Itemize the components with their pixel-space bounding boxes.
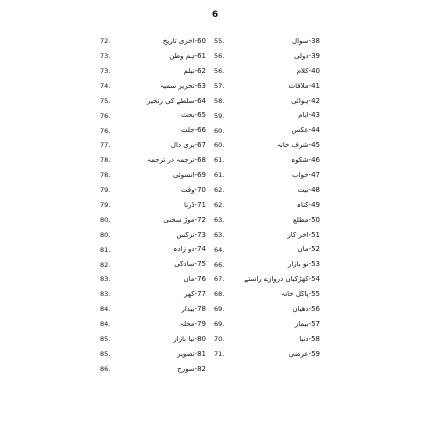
toc-entry [100,64,206,79]
toc-entry [100,228,206,243]
toc-page-number: 76. [100,126,111,135]
toc-title: 71-ڈرنا [183,201,206,209]
toc-title: 64-سلطے کی زنجیر [147,97,206,105]
toc-page-number: 73. [100,66,111,75]
toc-entry [214,108,320,123]
toc-title: 41-ملاقات [288,82,320,90]
toc-page-number: 61. [214,171,225,180]
toc-entry [214,287,320,302]
toc-page-number: 68. [214,290,225,299]
toc-page-number: 82. [100,260,111,269]
toc-title: 72-موڑ سخنی [163,216,206,224]
toc-title: 57-بیمار [294,320,320,328]
toc-title: 46-شکوہ [291,157,320,165]
toc-title: 44-عکس [291,127,320,135]
toc-entry [100,153,206,168]
toc-page-number: 86. [100,364,111,373]
toc-entry [214,257,320,272]
toc-title: 68-ترجمہ در ترجمہ [147,157,206,165]
toc-title: 56-دھیان [292,305,320,313]
toc-entry [214,123,320,138]
toc-page-number: 62. [214,186,225,195]
toc-title: 55-پاگل خانہ [281,291,320,299]
toc-page-number: 60. [214,126,225,135]
toc-entry [214,332,320,347]
toc-title: 60-آخری تاریخ [162,37,206,45]
toc-title: 43-ایام [298,112,320,120]
toc-page-number: 70. [214,335,225,343]
toc-page-number: 74. [100,81,111,90]
toc-entry [214,198,320,213]
toc-title: 65-بحث [181,112,206,120]
toc-page-number: 78. [100,171,111,180]
toc-title: 70-وقت [180,186,206,194]
toc-page-number: 60. [214,141,225,150]
toc-title: 66-جلت [181,127,206,135]
toc-title: 61-ہم وطن [169,52,206,60]
toc-entry [100,123,206,138]
toc-entry [100,272,206,287]
toc-title: 49-گناہ [296,201,320,209]
toc-title: 62-نیلم [183,67,206,75]
toc-entry [100,257,206,272]
toc-entry [100,332,206,347]
toc-page-number: 56. [214,52,225,61]
toc-entry [100,168,206,183]
toc-page-number: 61. [214,156,225,165]
toc-page-number: 71. [214,349,225,358]
toc-entry [214,49,320,64]
toc-page-number: 69. [214,305,225,314]
toc-page-number: 64. [214,245,225,254]
toc-page-number: 83. [100,275,111,284]
toc-page-number: 62. [214,200,225,209]
toc-page-number: 81. [100,245,111,254]
toc-page-number: 84. [100,320,111,329]
toc-entry [100,183,206,198]
toc-title: 79-محلہ [179,320,206,328]
toc-title: 54-کھڑکیاں دروازے راستے [244,276,320,284]
toc-entry [214,347,320,362]
toc-title: 76-ماں [183,276,206,284]
toc-entry [100,302,206,317]
toc-entry [100,317,206,332]
toc-page-number: 63. [214,215,225,224]
toc-entry [100,362,206,377]
toc-entry [214,317,320,332]
toc-page-number: 85. [100,335,111,343]
toc-page-number: 76. [100,111,111,120]
toc-entry [214,272,320,287]
toc-title: 80-نیا بازار [173,335,206,343]
toc-entry [100,79,206,94]
toc-entry [214,153,320,168]
toc-title: 58-دنیا [299,335,320,343]
toc-entry [100,138,206,153]
toc-page-number: 75. [100,96,111,105]
toc-entry [100,213,206,228]
toc-page-number: 66. [214,260,225,269]
toc-entry [100,49,206,64]
toc-entry [214,79,320,94]
toc-title: 45-شرف خانہ [276,142,320,150]
toc-page-number: 80. [100,230,111,239]
toc-page-number: 83. [100,290,111,299]
toc-page-number: 77. [100,141,111,150]
toc-page-number: 78. [100,156,111,165]
toc-entry [100,347,206,362]
toc-page-number: 79. [100,200,111,209]
toc-title: 74-دو زادہ [173,246,206,254]
toc-column-right [214,34,320,362]
toc-page-number: 85. [100,349,111,358]
toc-title: 59-عرضی [288,350,320,358]
toc-title: 48-نیت [297,186,320,194]
page-number: 6 [211,10,219,20]
toc-page-number: 67. [214,275,225,284]
toc-entry [100,198,206,213]
toc-entry [214,183,320,198]
toc-column-left [100,34,206,376]
toc-title: 42-ہوائی [291,97,320,105]
toc-entry [214,94,320,109]
toc-page-number: 58. [214,96,225,105]
toc-page-number: 80. [100,215,111,224]
toc-title: 81-تصویر [177,350,206,358]
toc-title: 67-بری دال [170,142,206,150]
toc-entry [214,34,320,49]
toc-title: 39-دولی [294,52,320,60]
toc-entry [100,34,206,49]
toc-page-number: 73. [100,52,111,61]
toc-title: 40-کلام [296,67,320,75]
toc-title: 73-نرگس [176,231,206,239]
toc-page-number: 84. [100,305,111,314]
toc-title: 69-انسوئی [173,171,206,179]
toc-title: 78-بیدار [181,305,206,313]
toc-title: 77-گھر [184,291,206,299]
toc-page-number: 69. [214,320,225,329]
toc-title: 50-مطلع [293,216,320,224]
toc-entry [100,94,206,109]
toc-entry [214,213,320,228]
toc-entry [214,138,320,153]
toc-page-number: 55. [214,37,225,46]
toc-title: 53-نو بازار [287,261,320,269]
toc-entry [214,242,320,257]
toc-title: 51-آخر کار [287,231,320,239]
toc-entry [100,108,206,123]
toc-page-number: 63. [214,230,225,239]
toc-entry [214,228,320,243]
toc-page-number: 59. [214,111,225,120]
toc-title: 82-سورج [177,365,206,373]
toc-entry [100,242,206,257]
toc-title: 52-ماں [297,246,320,254]
toc-page-number: 57. [214,81,225,90]
toc-page-number: 72. [100,37,111,46]
toc-entry [214,168,320,183]
toc-title: 63-تحریر سمیہ [160,82,206,90]
toc-page-number: 56. [214,66,225,75]
toc-entry [100,287,206,302]
toc-entry [214,302,320,317]
toc-page-number: 79. [100,186,111,195]
toc-title: 38-سوال [292,37,320,45]
toc-title: 75-سادگی [174,261,206,269]
toc-title: 47-خواب [292,171,320,179]
toc-entry [214,64,320,79]
